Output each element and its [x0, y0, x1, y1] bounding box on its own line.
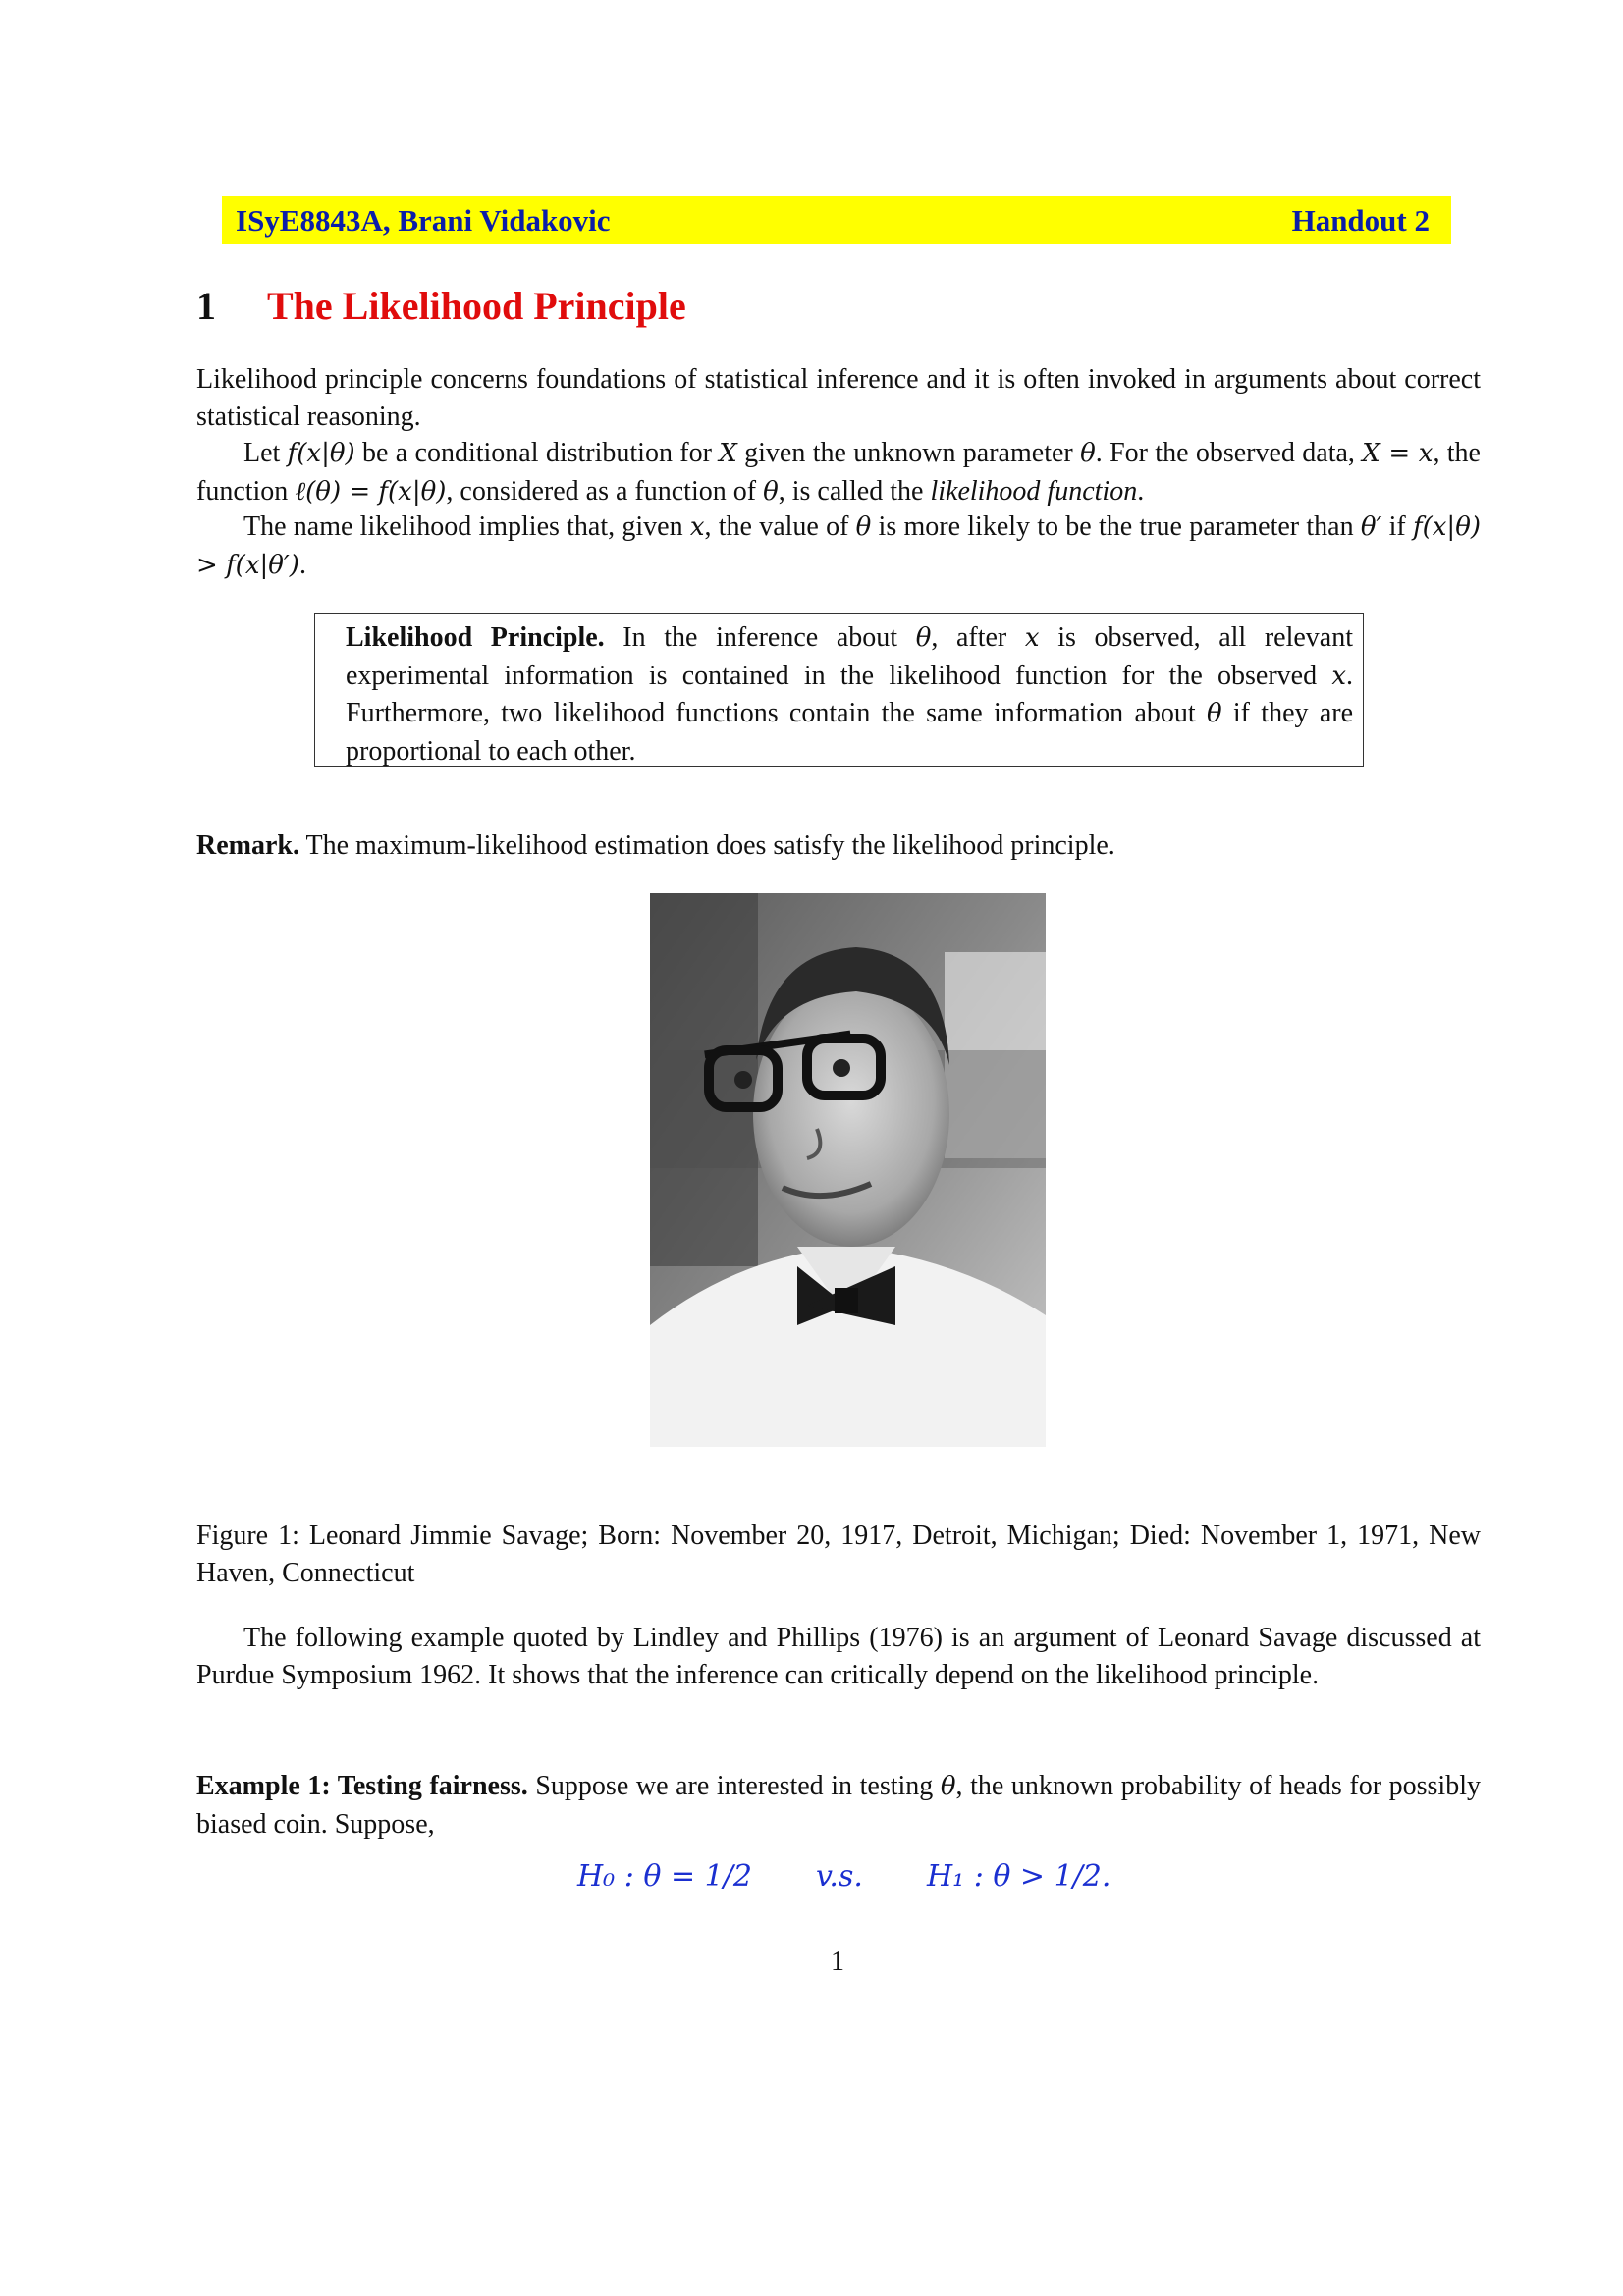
remark-paragraph: Remark. The maximum-likelihood estimation does satisfy the likelihood principle. [196, 830, 1115, 861]
alternative-hypothesis: H₁ : θ > 1/2. [926, 1859, 1111, 1894]
remark-label: Remark. [196, 830, 299, 861]
example-label: Example 1: Testing fairness. [196, 1771, 528, 1801]
example-paragraph: Example 1: Testing fairness. Suppose we are interested in testing θ, the unknown probability of heads for possibly biased coin. Suppose, [196, 1771, 1481, 1840]
likelihood-function-term: likelihood function [930, 475, 1138, 507]
savage-portrait-photo [650, 893, 1046, 1447]
likelihood-principle-box: Likelihood Principle. In the inference about θ, after x is observed, all relevant experimental information is contained in the likelihood function for the observed x. Furthermore, two likelihood functions contain the same information about θ if they are proportional to each other. [314, 613, 1364, 767]
principle-label: Likelihood Principle. [346, 622, 605, 653]
null-hypothesis: H₀ : θ = 1/2 [577, 1859, 752, 1894]
portrait-image [650, 893, 1046, 1447]
section-heading [196, 283, 686, 329]
header-banner [222, 196, 1451, 244]
page-number: 1 [831, 1947, 844, 1977]
paragraph-definition: Let f(x|θ) be a conditional distribution for X given the unknown parameter θ. For the observed data, X = x, the function ℓ(θ) = f(x|θ), considered as a function of θ, is called the likelihood function. [196, 438, 1481, 507]
header-handout-number: Handout 2 [1291, 202, 1430, 238]
section-title: The Likelihood Principle [267, 284, 686, 328]
figure-caption: Figure 1: Leonard Jimmie Savage; Born: November 20, 1917, Detroit, Michigan; Died: November 1, 1971, New Haven, Connecticut [196, 1521, 1481, 1588]
header-course-author: ISyE8843A, Brani Vidakovic [236, 202, 611, 238]
paragraph-name-likelihood: The name likelihood implies that, given x, the value of θ is more likely to be the true parameter than θ′ if f(x|θ) > f(x|θ′). [196, 511, 1481, 580]
hypothesis-equation [577, 1859, 1110, 1894]
paragraph-intro: Likelihood principle concerns foundations of statistical inference and it is often invoked in arguments about correct statistical reasoning. [196, 364, 1481, 432]
section-number: 1 [196, 284, 216, 328]
versus-label: v.s. [816, 1859, 863, 1894]
paragraph-savage-example: The following example quoted by Lindley and Phillips (1976) is an argument of Leonard Savage discussed at Purdue Symposium 1962. It shows that the inference can critically depend on the likelihood principle. [196, 1623, 1481, 1690]
